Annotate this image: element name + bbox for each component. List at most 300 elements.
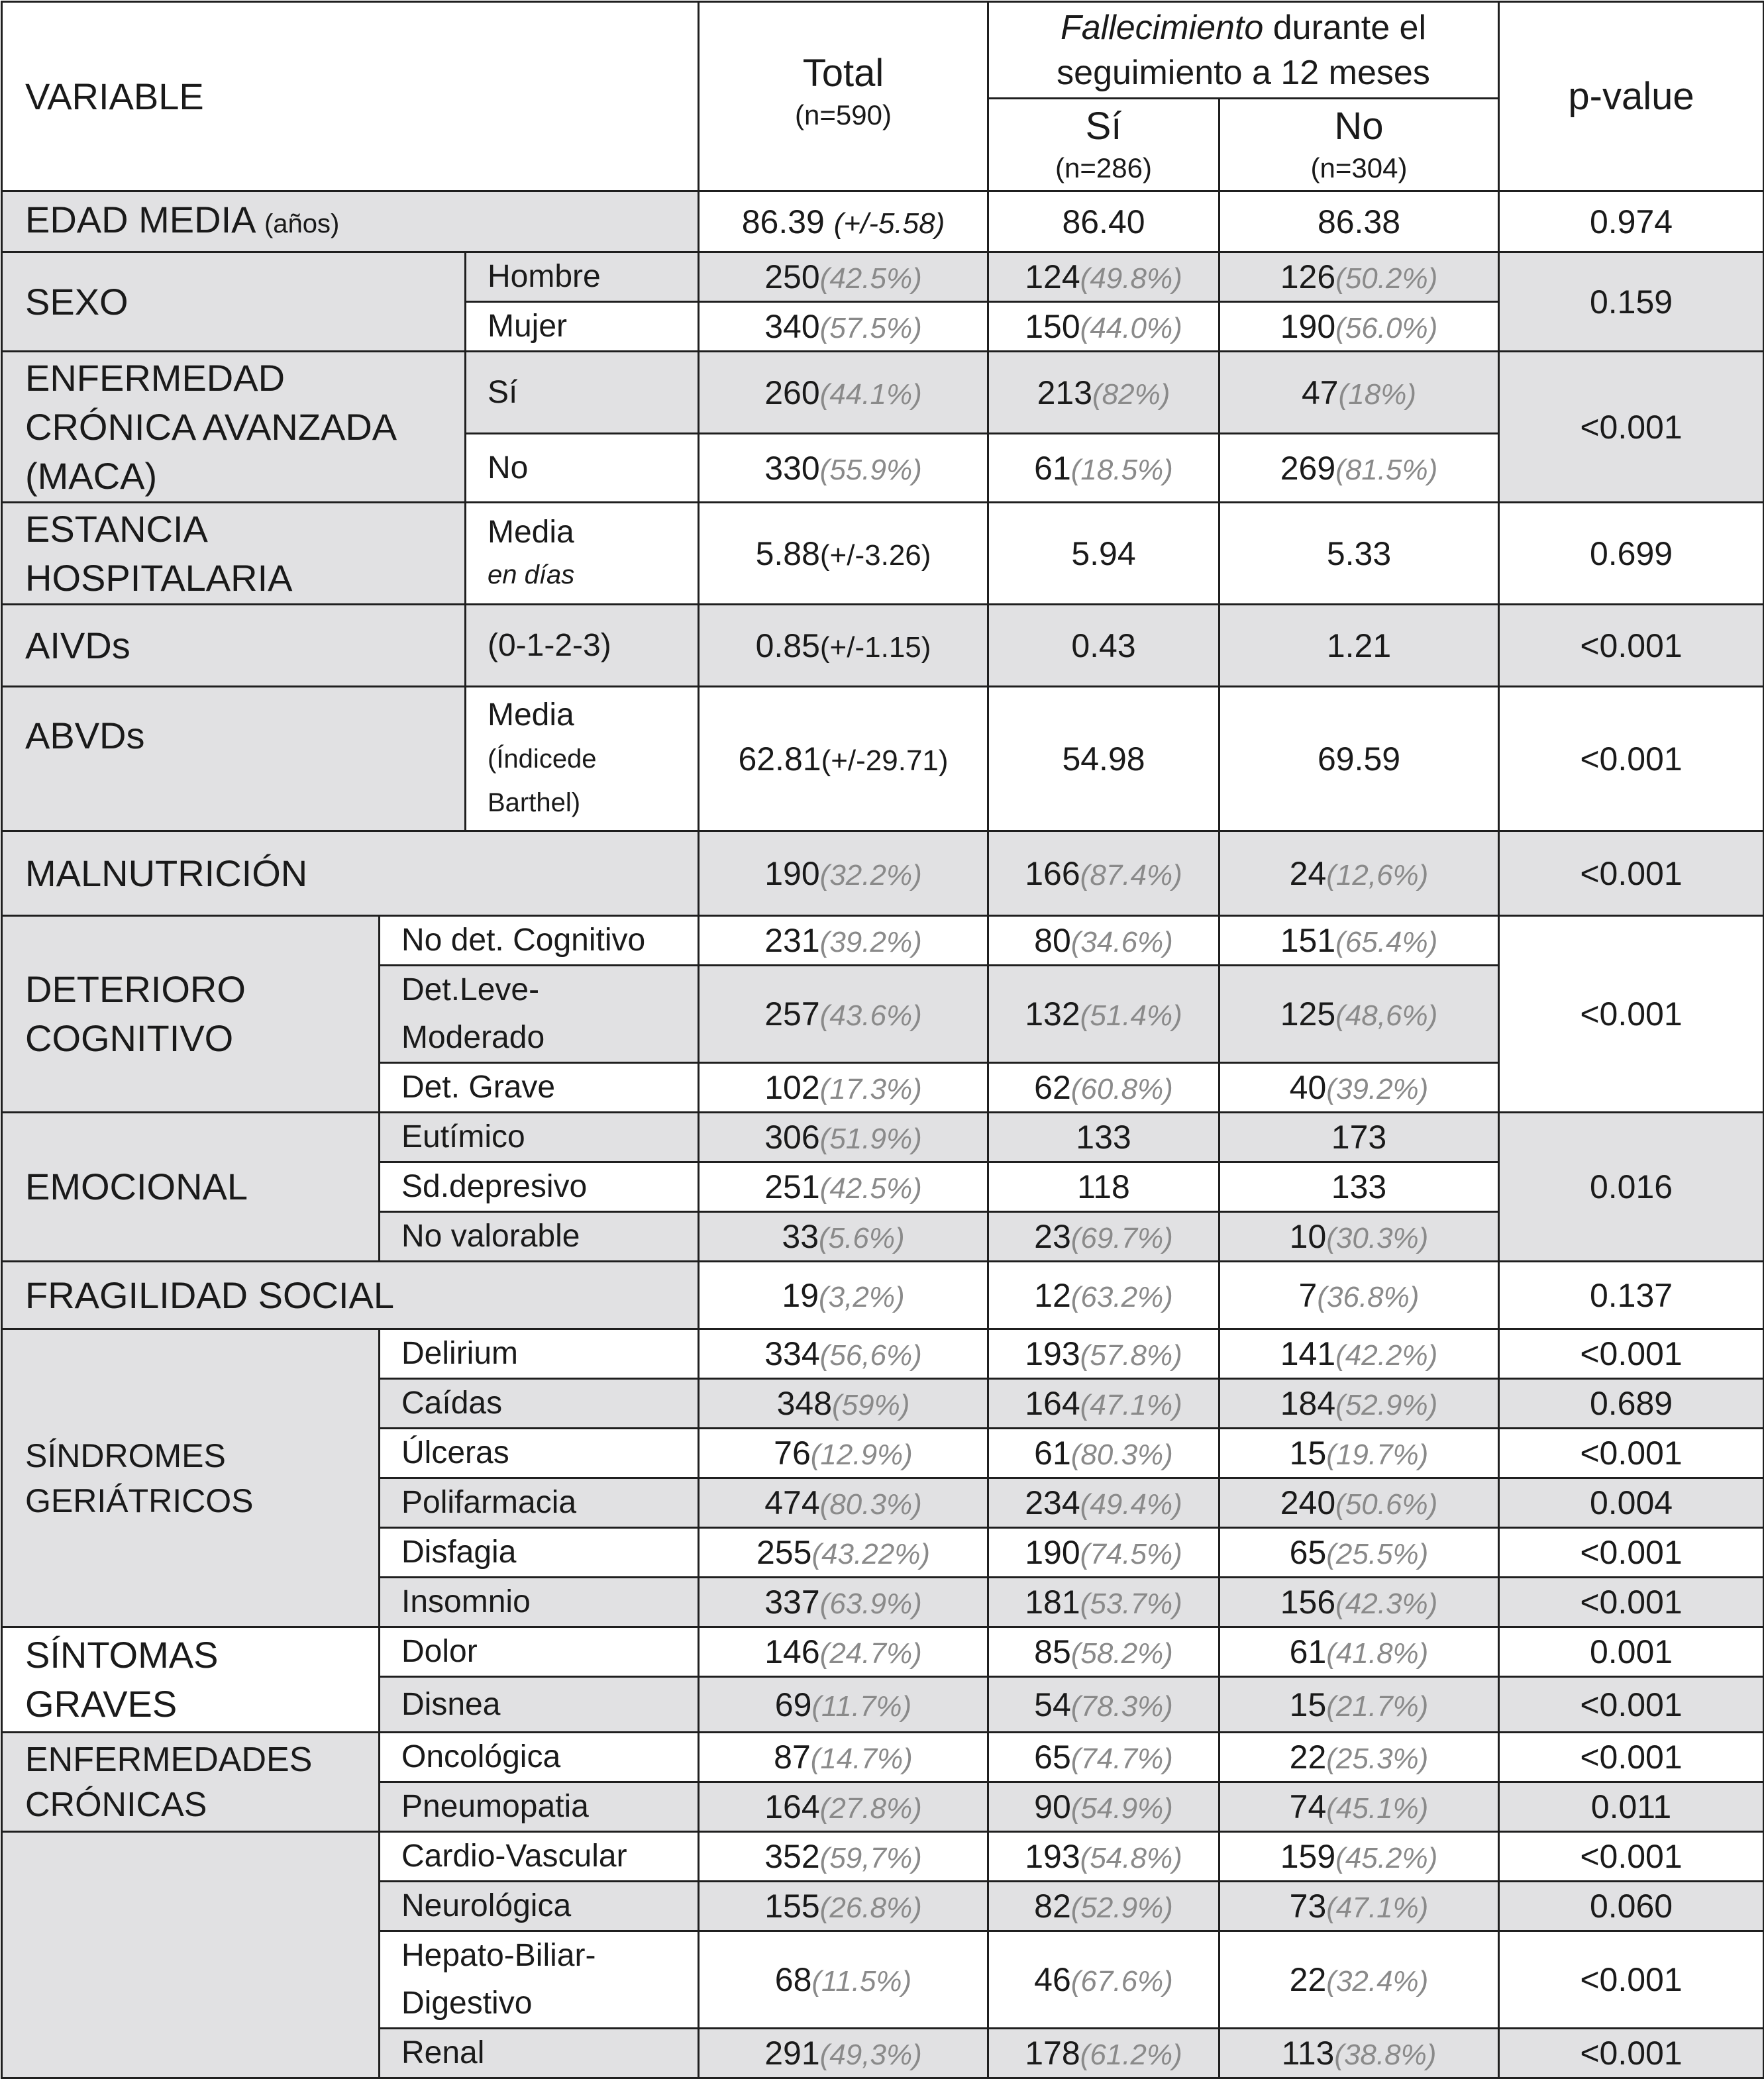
value: 340 [764, 308, 820, 345]
value: 352 [764, 1838, 820, 1875]
sindromes-4-label: Disfagia [380, 1528, 699, 1578]
deterioro-label [2, 916, 380, 1113]
edad-total-sd: (+/-5.58) [833, 207, 945, 240]
pct: (61.2%) [1080, 2039, 1182, 2071]
sd: (+/-1.15) [819, 631, 931, 664]
pct: (60.8%) [1070, 1073, 1173, 1105]
sindromes-label [2, 1329, 380, 1627]
pct: (12,6%) [1326, 858, 1429, 891]
value: 250 [764, 258, 820, 295]
value: 15 [1289, 1435, 1327, 1472]
abvd-p: <0.001 [1499, 687, 1764, 831]
pct: (49.4%) [1080, 1488, 1182, 1521]
value: 334 [764, 1335, 820, 1372]
value: 132 [1025, 995, 1080, 1033]
pct: (18%) [1338, 378, 1416, 411]
edad-unit: (años) [264, 209, 340, 238]
pct: (50.2%) [1335, 262, 1438, 295]
value: 181 [1025, 1584, 1080, 1621]
fragilidad-no [1219, 1262, 1499, 1329]
header-no-n: (n=304) [1310, 152, 1408, 183]
malnutricion-total [699, 831, 988, 916]
pct: (74.7%) [1070, 1743, 1173, 1775]
cronicas-4-no [1219, 1931, 1499, 2029]
sindromes-1-p: 0.689 [1499, 1379, 1764, 1429]
maca-p: <0.001 [1499, 352, 1764, 503]
cronicas-0-p: <0.001 [1499, 1733, 1764, 1782]
estancia-label [2, 503, 466, 605]
sd: (+/-29.71) [821, 744, 949, 777]
row-label [2, 191, 699, 252]
emocional-label: EMOCIONAL [2, 1113, 380, 1262]
value: 291 [764, 2035, 820, 2072]
sintomas-1-p: <0.001 [1499, 1677, 1764, 1733]
value: 47 [1302, 374, 1339, 411]
table-row [2, 916, 1764, 966]
pct: (57.5%) [819, 312, 922, 344]
value: 90 [1034, 1788, 1071, 1825]
aivd-sub: (0-1-2-3) [466, 605, 699, 687]
emocional-1-label: Sd.depresivo [380, 1162, 699, 1212]
sindromes-5-no [1219, 1578, 1499, 1627]
pct: (25.5%) [1326, 1538, 1429, 1570]
emocional-1-si: 118 [988, 1162, 1219, 1212]
value: 125 [1280, 995, 1336, 1033]
sindromes-1-si [988, 1379, 1219, 1429]
cronicas-0-no [1219, 1733, 1499, 1782]
aivd-p: <0.001 [1499, 605, 1764, 687]
sindromes-label-1: SÍNDROMES [25, 1437, 226, 1474]
estancia-sub [466, 503, 699, 605]
value: 166 [1025, 854, 1080, 892]
value: 22 [1289, 1739, 1327, 1776]
abvd-label [2, 687, 466, 831]
deterioro-1-label [380, 966, 699, 1063]
value: 46 [1034, 1961, 1071, 1998]
pct: (34.6%) [1070, 926, 1173, 958]
cronicas-0-label: Oncológica [380, 1733, 699, 1782]
pct: (82%) [1092, 378, 1170, 411]
deterioro-label-2: COGNITIVO [25, 1017, 234, 1059]
sindromes-2-p: <0.001 [1499, 1429, 1764, 1478]
abvd-sub-2: (Índicede [488, 744, 597, 774]
cronicas-1-p: 0.011 [1499, 1782, 1764, 1832]
deterioro-2-total [699, 1063, 988, 1113]
value: 7 [1298, 1276, 1318, 1314]
cronicas-4-p: <0.001 [1499, 1931, 1764, 2029]
table-row [2, 1262, 1764, 1329]
cronicas-4-si [988, 1931, 1219, 2029]
table-row [2, 252, 1764, 302]
pct: (45.2%) [1335, 1842, 1438, 1874]
emocional-2-label: No valorable [380, 1212, 699, 1262]
pct: (32.2%) [819, 858, 922, 891]
malnutricion-label: MALNUTRICIÓN [2, 831, 699, 916]
table-row [2, 687, 1764, 831]
sindromes-0-si [988, 1329, 1219, 1379]
abvd-total [699, 687, 988, 831]
value: 126 [1280, 258, 1336, 295]
abvd-no: 69.59 [1219, 687, 1499, 831]
cronicas-4-label-1: Hepato-Biliar- [401, 1938, 596, 1973]
cronicas-1-si [988, 1782, 1219, 1832]
maca-no-label: No [466, 434, 699, 503]
maca-si-no [1219, 352, 1499, 434]
pct: (42.2%) [1335, 1339, 1438, 1372]
cronicas-label-1: ENFERMEDADES [25, 1740, 313, 1779]
sintomas-1-si [988, 1677, 1219, 1733]
pct: (11.5%) [811, 1965, 912, 1998]
value: 193 [1025, 1335, 1080, 1372]
deterioro-2-si [988, 1063, 1219, 1113]
maca-label [2, 352, 466, 503]
header-total-n: (n=590) [795, 99, 892, 130]
pct: (67.6%) [1070, 1965, 1173, 1998]
sintomas-label-2: GRAVES [25, 1683, 178, 1725]
sindromes-1-total [699, 1379, 988, 1429]
cronicas-2-total [699, 1832, 988, 1882]
header-fallecimiento-rest: durante el [1272, 8, 1427, 47]
value: 178 [1025, 2035, 1080, 2072]
pct: (26.8%) [819, 1892, 922, 1924]
sindromes-4-no [1219, 1528, 1499, 1578]
cronicas-1-total [699, 1782, 988, 1832]
header-pvalue-text: p-value [1568, 74, 1694, 118]
pct: (25.3%) [1326, 1743, 1429, 1775]
value: 251 [764, 1168, 820, 1205]
value: 85 [1034, 1633, 1071, 1670]
sindromes-5-label: Insomnio [380, 1578, 699, 1627]
cronicas-3-label: Neurológica [380, 1882, 699, 1931]
pct: (36.8%) [1317, 1280, 1420, 1313]
pct: (38.8%) [1334, 2039, 1437, 2071]
value: 102 [764, 1069, 820, 1106]
value: 155 [764, 1888, 820, 1925]
pct: (24.7%) [819, 1637, 922, 1670]
maca-no-total [699, 434, 988, 503]
value: 82 [1034, 1888, 1071, 1925]
pct: (44.0%) [1080, 312, 1182, 344]
cronicas-2-p: <0.001 [1499, 1832, 1764, 1882]
pct: (63.9%) [819, 1588, 922, 1620]
pct: (69.7%) [1070, 1222, 1173, 1254]
value: 164 [1025, 1385, 1080, 1422]
value: 184 [1280, 1385, 1336, 1422]
header-si [988, 99, 1219, 191]
cronicas-3-no [1219, 1882, 1499, 1931]
value: 193 [1025, 1838, 1080, 1875]
value: 141 [1280, 1335, 1336, 1372]
maca-si-total [699, 352, 988, 434]
value: 190 [1025, 1534, 1080, 1571]
value: 23 [1034, 1218, 1071, 1255]
emocional-2-total [699, 1212, 988, 1262]
sexo-hombre-total [699, 252, 988, 302]
sintomas-1-no [1219, 1677, 1499, 1733]
sindromes-1-label: Caídas [380, 1379, 699, 1429]
header-si-n: (n=286) [1055, 152, 1152, 183]
pct: (45.1%) [1326, 1792, 1429, 1825]
pct: (18.5%) [1070, 453, 1173, 486]
pct: (52.9%) [1070, 1892, 1173, 1924]
pct: (56.0%) [1335, 312, 1438, 344]
sintomas-label-1: SÍNTOMAS [25, 1634, 219, 1676]
pct: (63.2%) [1070, 1280, 1173, 1313]
cronicas-5-label: Renal [380, 2029, 699, 2078]
value: 65 [1289, 1534, 1327, 1571]
fragilidad-total [699, 1262, 988, 1329]
value: 474 [764, 1484, 820, 1521]
pct: (49,3%) [819, 2039, 922, 2071]
pct: (3,2%) [819, 1280, 905, 1313]
pct: (80.3%) [819, 1488, 922, 1521]
cronicas-5-no [1219, 2029, 1499, 2078]
cronicas-5-p: <0.001 [1499, 2029, 1764, 2078]
header-no [1219, 99, 1499, 191]
emocional-1-no: 133 [1219, 1162, 1499, 1212]
sindromes-4-total [699, 1528, 988, 1578]
cronicas-empty-label [2, 1832, 380, 2078]
pct: (44.1%) [819, 378, 922, 411]
value: 65 [1034, 1739, 1071, 1776]
pct: (74.5%) [1080, 1538, 1182, 1570]
pct: (55.9%) [819, 453, 922, 486]
cronicas-3-si [988, 1882, 1219, 1931]
table-row [2, 831, 1764, 916]
header-no-label: No [1334, 104, 1384, 148]
maca-si-si [988, 352, 1219, 434]
pct: (48,6%) [1335, 999, 1438, 1032]
cronicas-label [2, 1733, 380, 1832]
fragilidad-si [988, 1262, 1219, 1329]
pct: (51.4%) [1080, 999, 1182, 1032]
sintomas-0-label: Dolor [380, 1627, 699, 1677]
value: 74 [1289, 1788, 1327, 1825]
abvd-sub [466, 687, 699, 831]
sindromes-2-total [699, 1429, 988, 1478]
malnutricion-p: <0.001 [1499, 831, 1764, 916]
cronicas-5-si [988, 2029, 1219, 2078]
estancia-no: 5.33 [1219, 503, 1499, 605]
pct: (65.4%) [1335, 926, 1438, 958]
value: 190 [764, 854, 820, 892]
value: 40 [1289, 1069, 1327, 1106]
emocional-0-label: Eutímico [380, 1113, 699, 1162]
value: 54 [1034, 1686, 1071, 1723]
value: 62 [1034, 1069, 1071, 1106]
estancia-label-1: ESTANCIA [25, 507, 208, 550]
emocional-0-total [699, 1113, 988, 1162]
table-row [2, 191, 1764, 252]
header-fallecimiento-line2: seguimiento a 12 meses [1057, 53, 1430, 92]
abvd-label-text: ABVDs [25, 715, 145, 756]
pct: (54.8%) [1080, 1842, 1182, 1874]
estancia-sub-1: Media [488, 514, 574, 550]
edad-p: 0.974 [1499, 191, 1764, 252]
value: 337 [764, 1584, 820, 1621]
header-pvalue [1499, 2, 1764, 191]
sexo-hombre-label: Hombre [466, 252, 699, 302]
sindromes-4-p: <0.001 [1499, 1528, 1764, 1578]
sintomas-label [2, 1627, 380, 1733]
value: 19 [782, 1276, 819, 1314]
pct: (42.5%) [819, 262, 922, 295]
pct: (43.6%) [819, 999, 922, 1032]
pct: (58.2%) [1070, 1637, 1173, 1670]
value: 240 [1280, 1484, 1336, 1521]
value: 61 [1289, 1633, 1327, 1670]
value: 62.81 [738, 740, 821, 778]
pct: (49.8%) [1080, 262, 1182, 295]
edad-label: EDAD MEDIA [25, 198, 254, 240]
cronicas-4-label [380, 1931, 699, 2029]
pct: (50.6%) [1335, 1488, 1438, 1521]
sexo-hombre-si [988, 252, 1219, 302]
deterioro-0-no [1219, 916, 1499, 966]
sintomas-0-si [988, 1627, 1219, 1677]
deterioro-label-1: DETERIORO [25, 968, 246, 1010]
value: 231 [764, 922, 820, 959]
cronicas-1-no [1219, 1782, 1499, 1832]
value: 151 [1280, 922, 1336, 959]
header-variable-text: VARIABLE [25, 75, 204, 117]
pct: (51.9%) [819, 1123, 922, 1155]
estancia-p: 0.699 [1499, 503, 1764, 605]
value: 348 [776, 1385, 833, 1422]
sexo-mujer-label: Mujer [466, 302, 699, 352]
value: 24 [1289, 854, 1327, 892]
pct: (53.7%) [1080, 1588, 1182, 1620]
emocional-2-si [988, 1212, 1219, 1262]
deterioro-p: <0.001 [1499, 916, 1764, 1113]
deterioro-1-no [1219, 966, 1499, 1063]
pct: (59%) [832, 1389, 910, 1421]
table-row [2, 1113, 1764, 1162]
pct: (17.3%) [819, 1073, 922, 1105]
sindromes-0-total [699, 1329, 988, 1379]
pct: (30.3%) [1326, 1222, 1429, 1254]
sexo-p: 0.159 [1499, 252, 1764, 352]
pct: (12.9%) [810, 1439, 913, 1471]
pct: (42.5%) [819, 1172, 922, 1205]
pct: (87.4%) [1080, 858, 1182, 891]
value: 260 [764, 374, 820, 411]
emocional-0-si: 133 [988, 1113, 1219, 1162]
cronicas-5-total [699, 2029, 988, 2078]
pct: (19.7%) [1326, 1439, 1429, 1471]
sindromes-1-no [1219, 1379, 1499, 1429]
value: 73 [1289, 1888, 1327, 1925]
deterioro-1-label-1: Det.Leve- [401, 972, 540, 1007]
edad-no: 86.38 [1219, 191, 1499, 252]
value: 0.85 [755, 627, 820, 664]
sindromes-3-si [988, 1478, 1219, 1528]
value: 69 [774, 1686, 812, 1723]
value: 257 [764, 995, 820, 1033]
sindromes-3-no [1219, 1478, 1499, 1528]
cronicas-3-p: 0.060 [1499, 1882, 1764, 1931]
pct: (54.9%) [1070, 1792, 1173, 1825]
pct: (32.4%) [1326, 1965, 1429, 1998]
maca-label-2: CRÓNICA AVANZADA [25, 405, 397, 448]
emocional-2-no [1219, 1212, 1499, 1262]
cronicas-2-label: Cardio-Vascular [380, 1832, 699, 1882]
aivd-no: 1.21 [1219, 605, 1499, 687]
sindromes-2-no [1219, 1429, 1499, 1478]
value: 213 [1037, 374, 1093, 411]
header-si-label: Sí [1085, 104, 1122, 148]
value: 5.88 [755, 534, 820, 572]
pct: (56,6%) [819, 1339, 922, 1372]
value: 22 [1289, 1961, 1327, 1998]
cronicas-0-si [988, 1733, 1219, 1782]
sindromes-3-label: Polifarmacia [380, 1478, 699, 1528]
value: 61 [1034, 1435, 1071, 1472]
pct: (47.1%) [1326, 1892, 1429, 1924]
edad-total [699, 191, 988, 252]
sexo-mujer-no [1219, 302, 1499, 352]
value: 15 [1289, 1686, 1327, 1723]
value: 61 [1034, 449, 1071, 487]
sintomas-0-p: 0.001 [1499, 1627, 1764, 1677]
value: 159 [1280, 1838, 1336, 1875]
sexo-hombre-no [1219, 252, 1499, 302]
cronicas-0-total [699, 1733, 988, 1782]
value: 150 [1025, 308, 1080, 345]
value: 33 [782, 1218, 819, 1255]
aivd-total [699, 605, 988, 687]
value: 330 [764, 449, 820, 487]
sintomas-0-no [1219, 1627, 1499, 1677]
header-fallecimiento [988, 2, 1499, 99]
value: 68 [774, 1961, 812, 1998]
header-variable [2, 2, 699, 191]
pct: (80.3%) [1070, 1439, 1173, 1471]
deterioro-2-no [1219, 1063, 1499, 1113]
deterioro-1-label-2: Moderado [401, 1020, 545, 1055]
maca-label-3: (MACA) [25, 454, 158, 497]
sindromes-4-si [988, 1528, 1219, 1578]
pct: (52.9%) [1335, 1389, 1438, 1421]
pct: (81.5%) [1335, 453, 1438, 486]
pct: (11.7%) [811, 1690, 912, 1723]
value: 76 [774, 1435, 811, 1472]
value: 80 [1034, 922, 1071, 959]
pct: (43.22%) [811, 1538, 930, 1570]
cronicas-2-si [988, 1832, 1219, 1882]
deterioro-0-total [699, 916, 988, 966]
value: 306 [764, 1119, 820, 1156]
sindromes-3-total [699, 1478, 988, 1528]
pct: (39.2%) [819, 926, 922, 958]
edad-total-value: 86.39 [741, 203, 825, 240]
maca-no-no [1219, 434, 1499, 503]
malnutricion-no [1219, 831, 1499, 916]
pct: (21.7%) [1326, 1690, 1429, 1723]
sexo-mujer-total [699, 302, 988, 352]
results-table [1, 1, 1764, 2079]
malnutricion-si [988, 831, 1219, 916]
abvd-si: 54.98 [988, 687, 1219, 831]
pct: (42.3%) [1335, 1588, 1438, 1620]
pct: (41.8%) [1326, 1637, 1429, 1670]
abvd-sub-1: Media [488, 697, 574, 733]
pct: (14.7%) [810, 1743, 913, 1775]
table-row [2, 1329, 1764, 1379]
sd: (+/-3.26) [819, 538, 931, 572]
value: 124 [1025, 258, 1080, 295]
value: 269 [1280, 449, 1336, 487]
